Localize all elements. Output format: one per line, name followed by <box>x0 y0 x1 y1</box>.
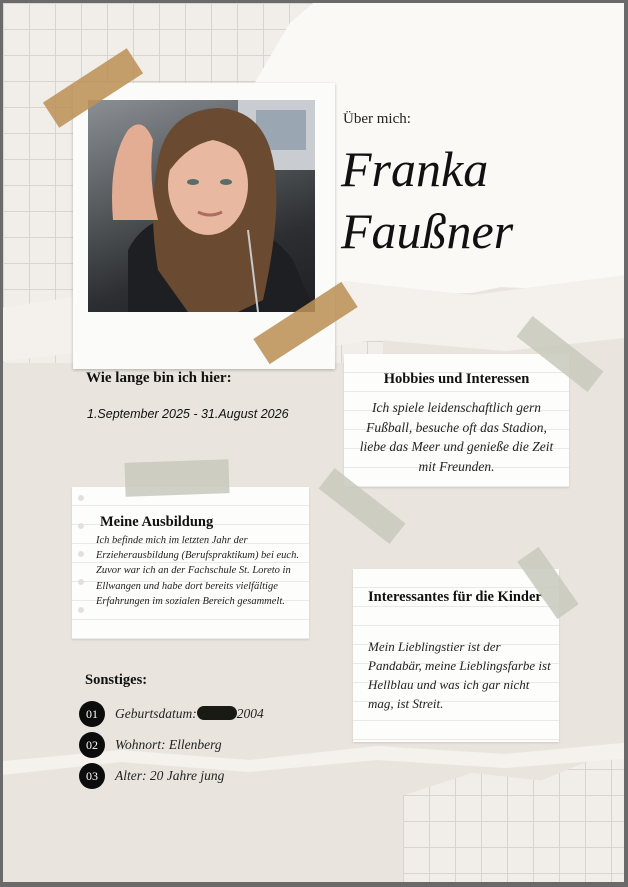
tape-education-top <box>124 459 229 497</box>
profile-photo-illustration <box>88 100 315 312</box>
stay-dates: 1.September 2025 - 31.August 2026 <box>87 407 289 421</box>
birthdate-label: Geburtsdatum: <box>115 706 197 721</box>
hobbies-text: Ich spiele leidenschaftlich gern Fußball, besuche oft das Stadion, liebe das Meer und genieße die Zeit mit Freunden. <box>359 400 554 474</box>
stay-title: Wie lange bin ich hier: <box>86 370 232 386</box>
misc-title: Sonstiges: <box>85 672 148 688</box>
misc-item-badge: 01 <box>79 701 105 727</box>
hobbies-title: Hobbies und Interessen <box>383 371 530 387</box>
page <box>3 3 624 882</box>
first-name: Franka <box>341 141 489 197</box>
birthdate-year: 2004 <box>236 706 264 721</box>
education-text: Ich befinde mich im letzten Jahr der Erzieherausbildung (Berufspraktikum) bei euch. Zuvor war ich an der Fachschule St. Loreto in Ellwangen und habe dort bereits vielfältige Erfahrungen im sozialen Bereich gesammelt. <box>96 535 299 607</box>
education-title: Meine Ausbildung <box>100 514 214 530</box>
misc-item-badge: 03 <box>79 763 105 789</box>
intro-label: Über mich: <box>343 111 411 127</box>
profile-photo <box>88 100 315 312</box>
kids-card <box>353 569 559 742</box>
kids-text: Mein Lieblingstier ist der Pandabär, meine Lieblingsfarbe ist Hellblau und was ich gar nicht mag, ist Streit. <box>368 639 551 711</box>
misc-item-label: Wohnort: Ellenberg <box>115 737 222 752</box>
last-name: Faußner <box>341 203 514 259</box>
kids-title: Interessantes für die Kinder <box>368 589 542 605</box>
hobbies-card <box>344 354 569 487</box>
redaction-mark <box>197 706 237 720</box>
misc-item-badge: 02 <box>79 732 105 758</box>
misc-item-label: Alter: 20 Jahre jung <box>115 768 225 783</box>
misc-item-label <box>115 706 264 722</box>
education-card <box>72 487 309 639</box>
